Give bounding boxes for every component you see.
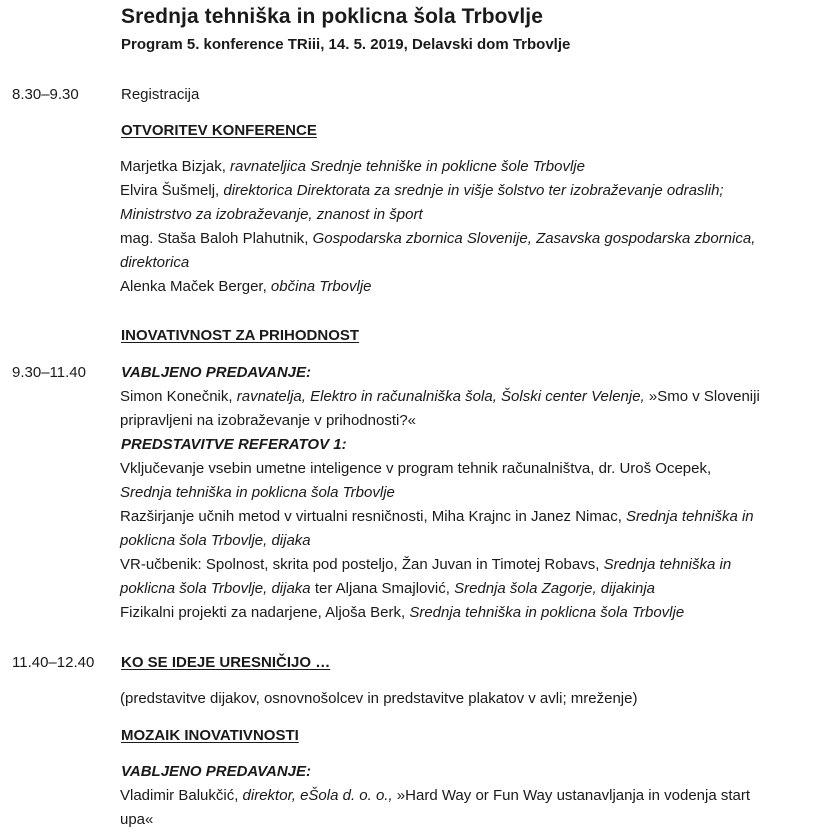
paper-line: VR-učbenik: Spolnost, skrita pod posteljo, Žan Juvan in Timotej Robavs, Srednja tehniška in — [120, 556, 732, 573]
mosaic-lecture-line-1: Vladimir Balukčić, direktor, eŠola d. o. o., »Hard Way or Fun Way ustanavljanja in vodenja start — [120, 787, 751, 804]
innovation-heading: INOVATIVNOST ZA PRIHODNOST — [121, 327, 360, 344]
ideas-time: 11.40–12.40 — [12, 654, 95, 671]
paper-line: poklicna šola Trbovlje, dijaka ter Aljana Smajlović, Srednja šola Zagorje, dijakinja — [120, 580, 656, 597]
opening-speaker-2-cont: Ministrstvo za izobraževanje, znanost in šport — [120, 206, 423, 223]
invited-lecture-line-1: Simon Konečnik, ravnatelja, Elektro in računalniška šola, Šolski center Velenje, »Smo v Sloveniji — [120, 388, 760, 405]
mosaic-lecture-line-2: upa« — [120, 811, 154, 828]
opening-speaker-4: Alenka Maček Berger, občina Trbovlje — [120, 278, 372, 295]
innovation-invited-label: VABLJENO PREDAVANJE: — [121, 364, 312, 381]
paper-line: Srednja tehniška in poklicna šola Trbovlje — [120, 484, 395, 501]
innovation-time: 9.30–11.40 — [12, 364, 86, 381]
opening-speaker-2: Elvira Šušmelj, direktorica Direktorata za srednje in višje šolstvo ter izobraževanje odraslih; — [120, 182, 724, 199]
registration-time: 8.30–9.30 — [12, 86, 79, 103]
mosaic-invited-label: VABLJENO PREDAVANJE: — [121, 763, 312, 780]
paper-line: Fizikalni projekti za nadarjene, Aljoša Berk, Srednja tehniška in poklicna šola Trbovlje — [120, 604, 685, 621]
ideas-heading: KO SE IDEJE URESNIČIJO … — [121, 654, 331, 671]
document-title: Srednja tehniška in poklicna šola Trbovlje — [121, 5, 543, 28]
paper-line: poklicna šola Trbovlje, dijaka — [120, 532, 311, 549]
invited-lecture-line-2: pripravljeni na izobraževanje v prihodnosti?« — [120, 412, 417, 429]
papers-label: PREDSTAVITVE REFERATOV 1: — [121, 436, 347, 453]
opening-speaker-3-cont: direktorica — [120, 254, 190, 271]
paper-line: Razširjanje učnih metod v virtualni resničnosti, Miha Krajnc in Janez Nimac, Srednja tehniška in — [120, 508, 754, 525]
ideas-text: (predstavitve dijakov, osnovnošolcev in predstavitve plakatov v avli; mreženje) — [120, 690, 638, 707]
mosaic-heading: MOZAIK INOVATIVNOSTI — [121, 727, 299, 744]
document-subtitle: Program 5. konference TRiii, 14. 5. 2019, Delavski dom Trbovlje — [121, 36, 571, 53]
paper-line: Vključevanje vsebin umetne inteligence v program tehnik računalništva, dr. Uroš Ocepek, — [120, 460, 712, 477]
opening-speaker-3: mag. Staša Baloh Plahutnik, Gospodarska zbornica Slovenije, Zasavska gospodarska zbornica, — [120, 230, 756, 247]
opening-heading: OTVORITEV KONFERENCE — [121, 122, 317, 139]
opening-speaker-1: Marjetka Bizjak, ravnateljica Srednje tehniške in poklicne šole Trbovlje — [120, 158, 585, 175]
registration-text: Registracija — [121, 86, 200, 103]
